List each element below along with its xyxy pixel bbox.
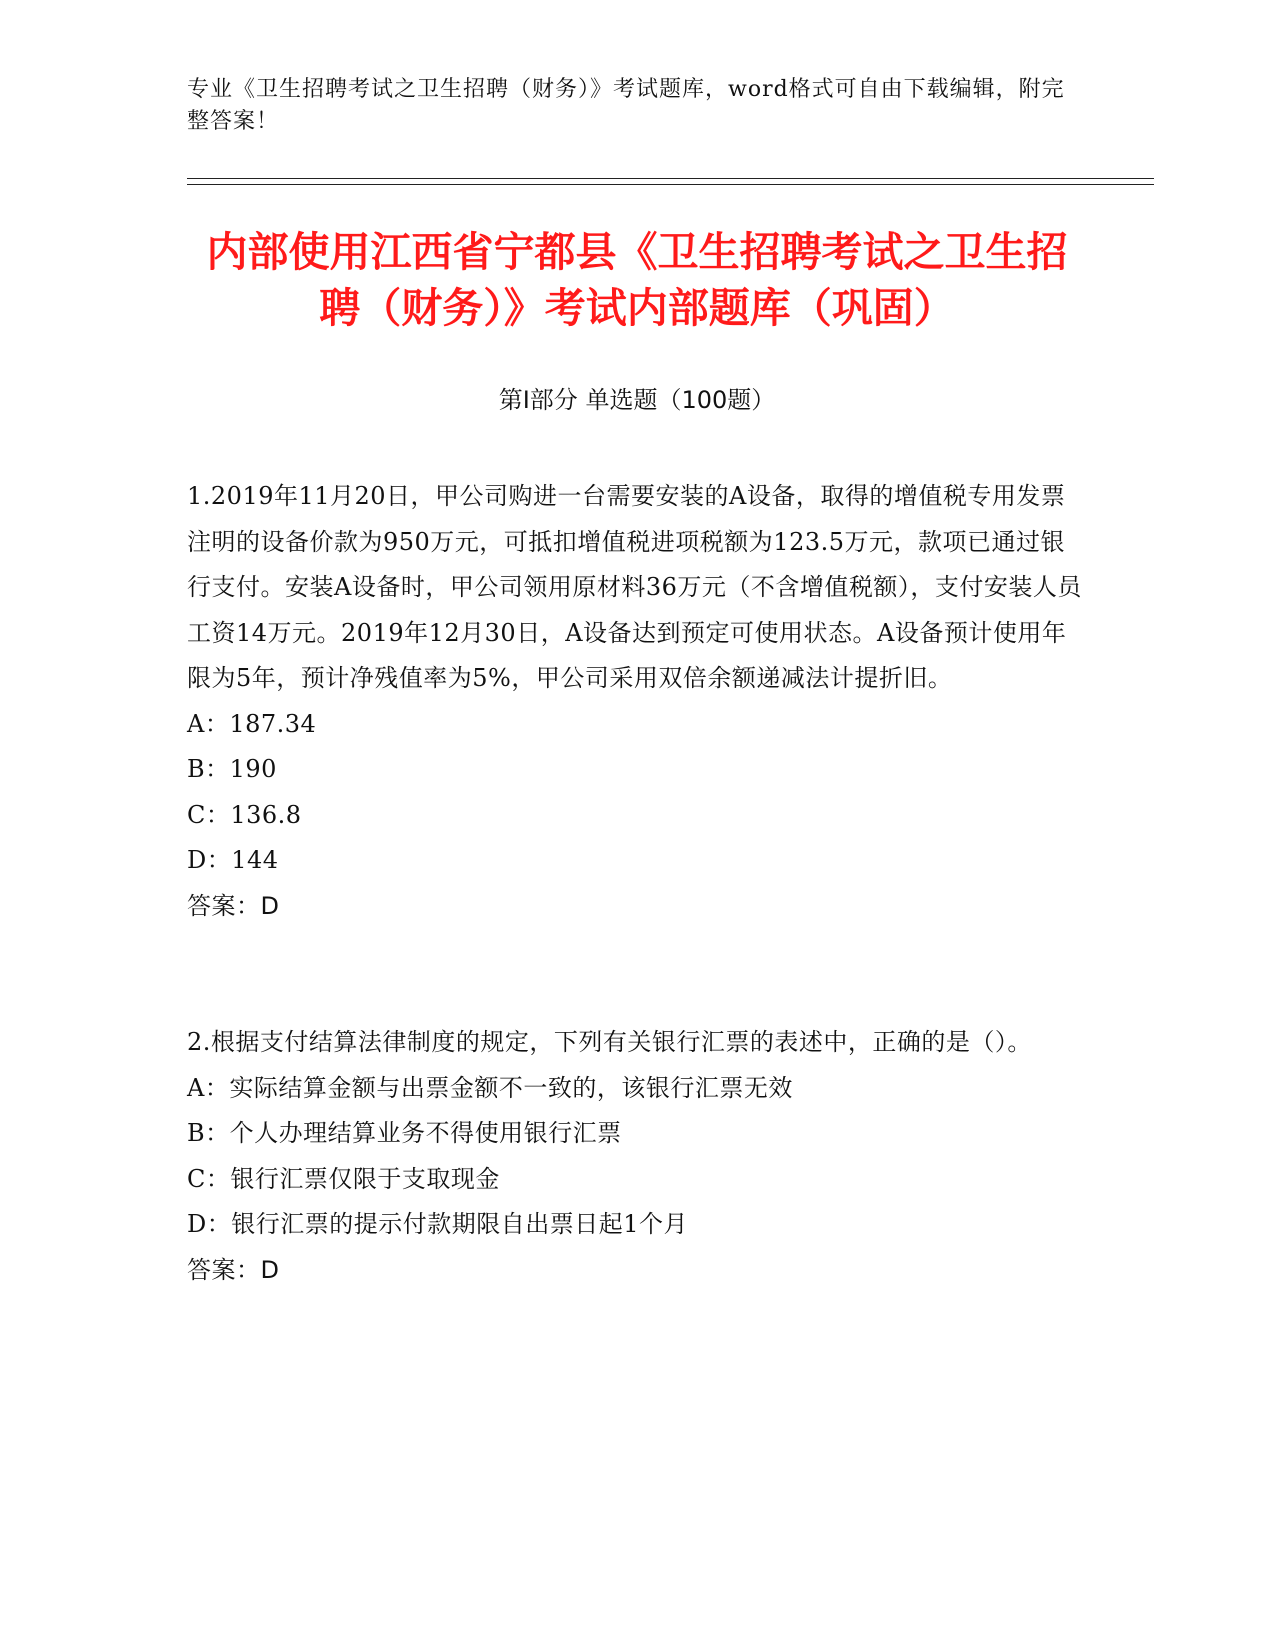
option-b: B：190 (187, 755, 277, 783)
answer: 答案：D (187, 1255, 280, 1284)
question-stem: 1.2019年11月20日，甲公司购进一台需要安装的A设备，取得的增值税专用发票注明的设备价款为950万元，可抵扣增值税进项税额为123.5万元，款项已通过银行支付。安装A设备时，甲公司领用原材料36万元（不含增值税额），支付安装人员工资14万元。2019年12月30日，A设备达到预定可使用状态。A设备预计使用年限为5年，预计净残值率为5%，甲公司采用双倍余额递减法计提折旧。 (187, 482, 1082, 692)
answer: 答案：D (187, 891, 280, 920)
option-a: A：187.34 (187, 709, 317, 738)
option-c: C：银行汇票仅限于支取现金 (187, 1164, 500, 1193)
option-b: B：个人办理结算业务不得使用银行汇票 (187, 1119, 622, 1147)
option-d: D：银行汇票的提示付款期限自出票日起1个月 (187, 1210, 689, 1238)
option-d: D：144 (187, 846, 279, 874)
question-1 (187, 474, 1087, 929)
option-a: A：实际结算金额与出票金额不一致的，该银行汇票无效 (187, 1073, 793, 1102)
question-2 (187, 1020, 1087, 1293)
section-title: 第I部分 单选题（100题） (498, 386, 776, 414)
question-stem: 2.根据支付结算法律制度的规定，下列有关银行汇票的表述中，正确的是（）。 (187, 1028, 1032, 1056)
document-title: 内部使用江西省宁都县《卫生招聘考试之卫生招聘（财务）》考试内部题库（巩固） (206, 228, 1068, 332)
header-note: 专业《卫生招聘考试之卫生招聘（财务）》考试题库，word格式可自由下载编辑，附完整答案！ (187, 77, 1065, 134)
header-divider (187, 178, 1154, 185)
option-c: C：136.8 (187, 800, 302, 829)
